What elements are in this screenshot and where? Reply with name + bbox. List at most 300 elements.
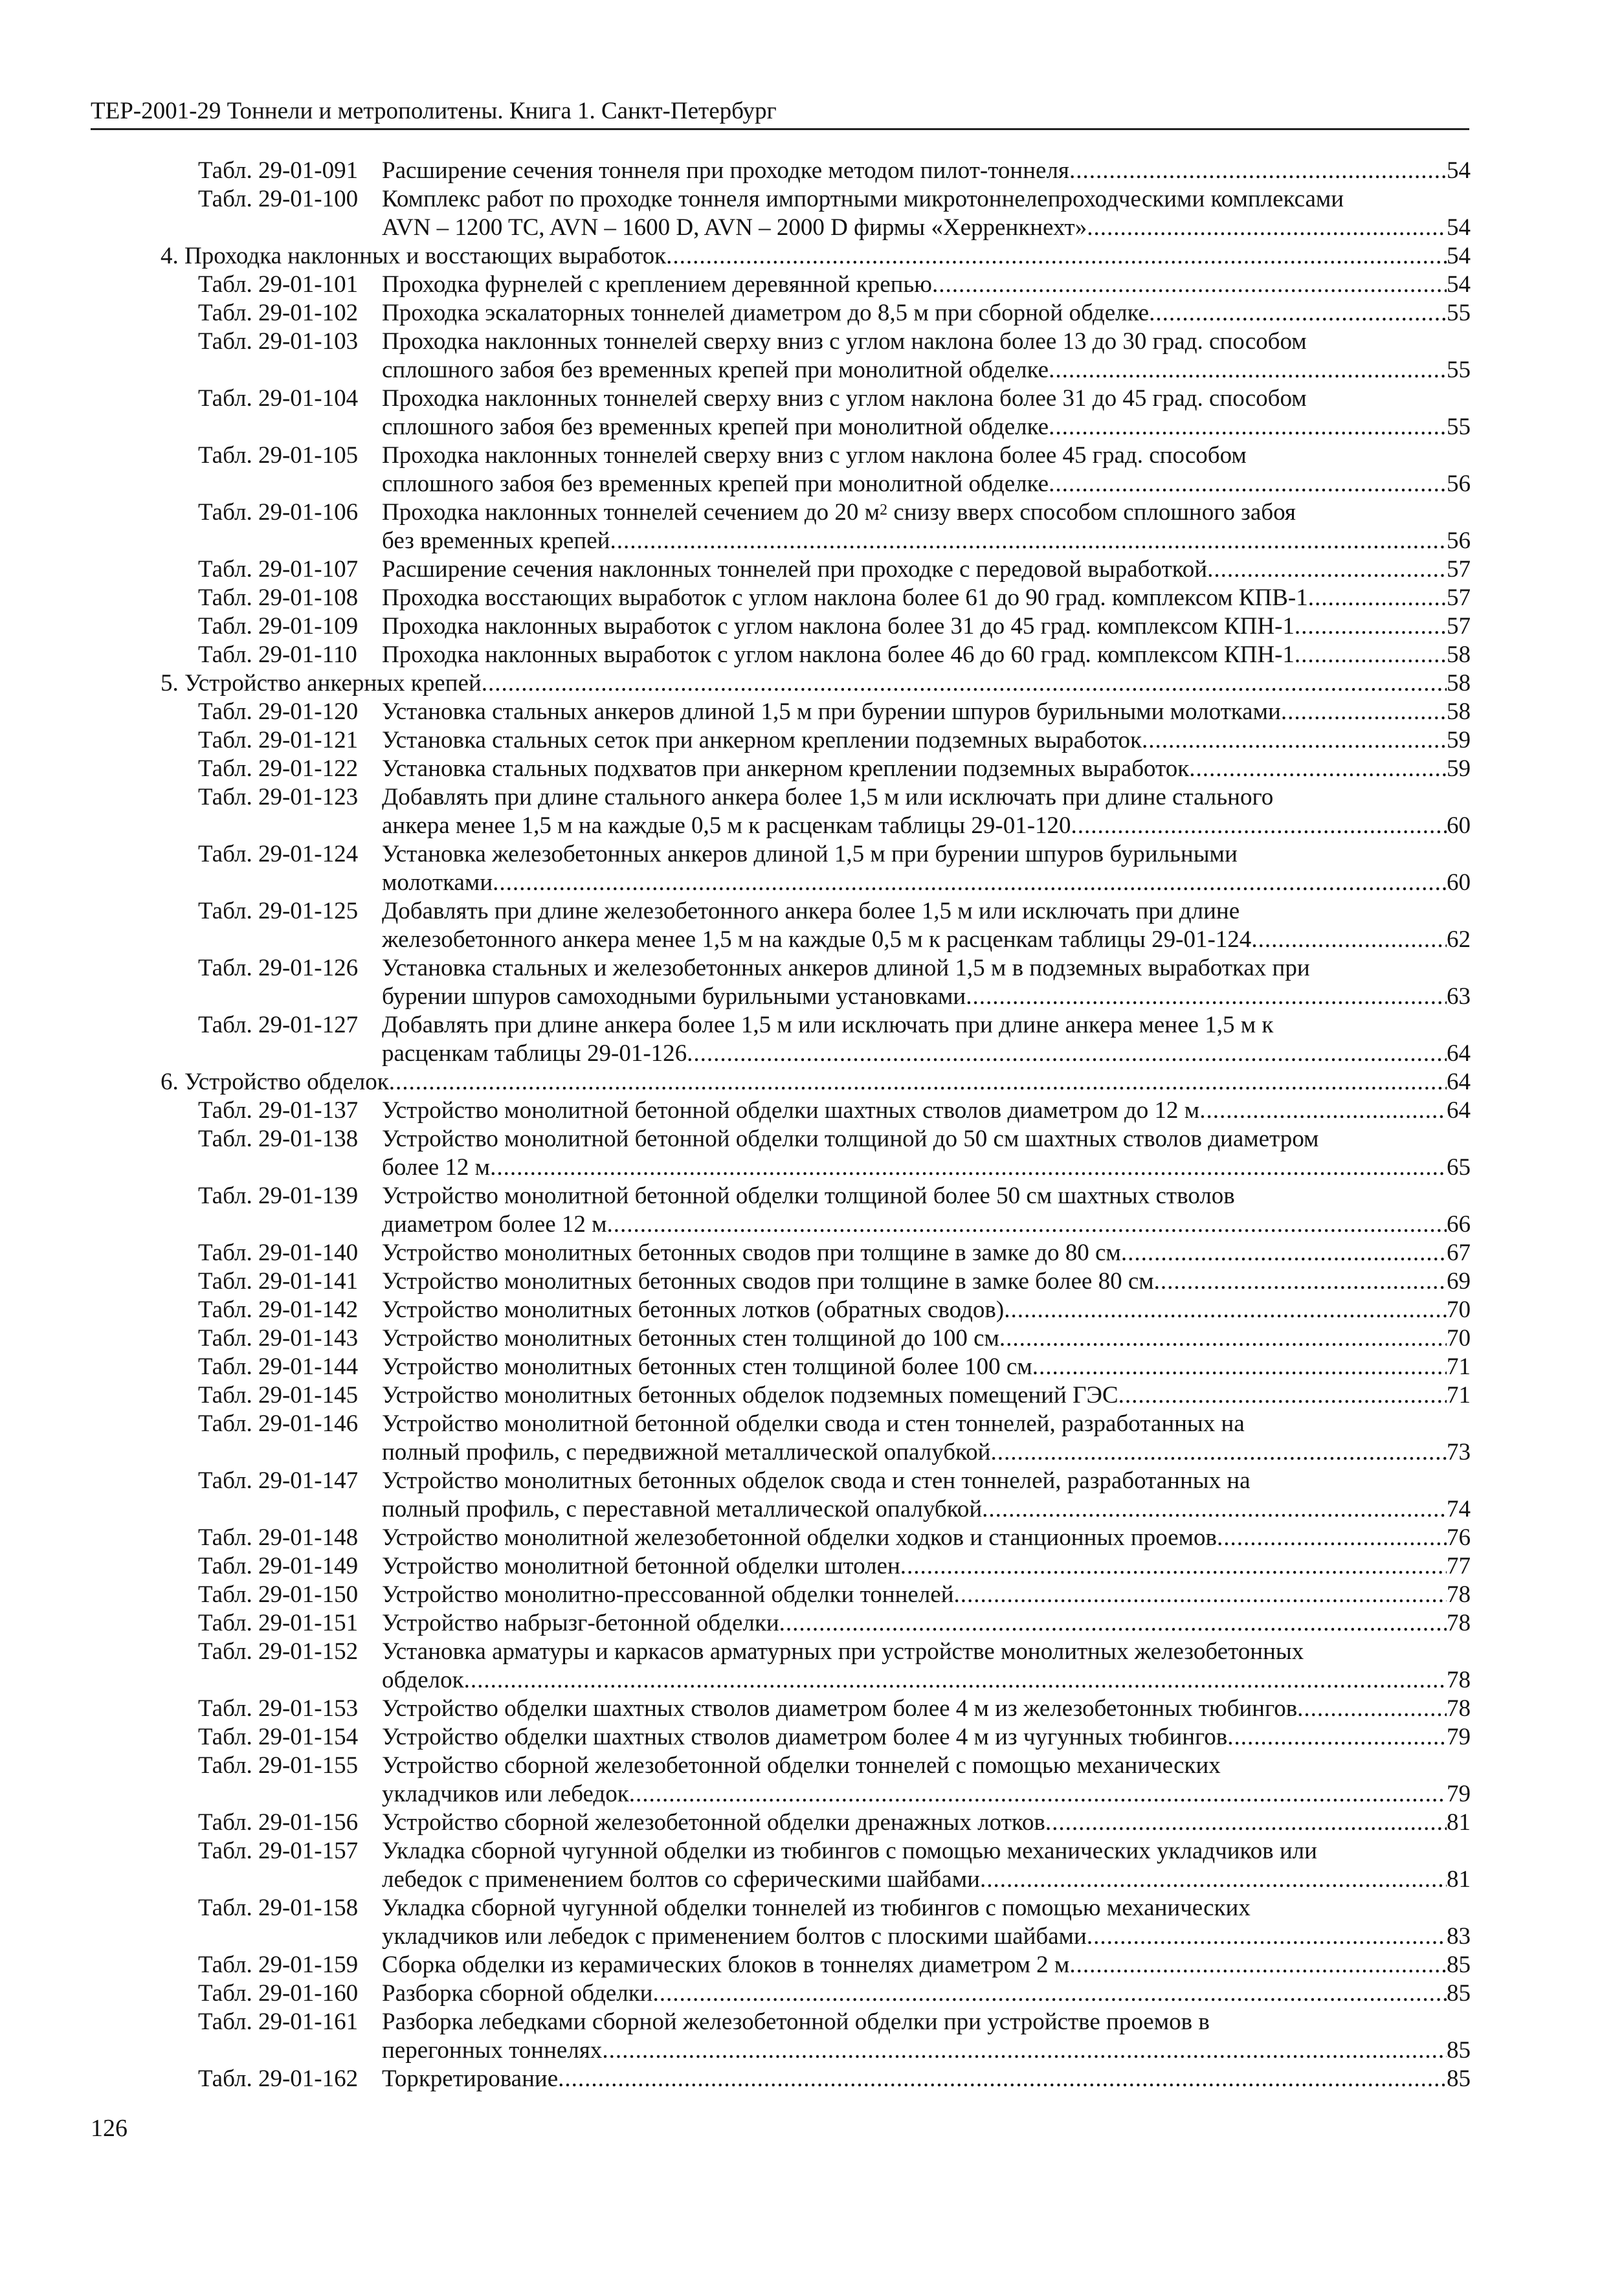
toc-section — [91, 669, 1471, 698]
toc-leader-line — [382, 1153, 1471, 1182]
table-of-contents — [91, 157, 1471, 2093]
toc-line: Установка стальных подхватов при анкерном креплении подземных выработок — [382, 755, 1190, 782]
toc-entry-text — [382, 1552, 1471, 1581]
toc-entry-code: Табл. 29-01-125 — [198, 898, 359, 924]
toc-line: Устройство монолитно-прессованной обделки тоннелей — [382, 1581, 954, 1608]
toc-leader-line — [382, 470, 1471, 498]
toc-entry-code: Табл. 29-01-143 — [198, 1325, 359, 1352]
toc-entry — [91, 498, 1471, 555]
dot-leader — [966, 983, 1447, 1011]
toc-entry-code: Табл. 29-01-147 — [198, 1467, 359, 1494]
toc-page-ref: 56 — [1447, 471, 1471, 497]
toc-page-ref: 81 — [1447, 1809, 1471, 1836]
toc-leader-line — [382, 1495, 1471, 1524]
toc-line: Добавлять при длине стального анкера более 1,5 м или исключать при длине стального — [382, 784, 1274, 810]
toc-entry-text — [382, 1723, 1471, 1752]
toc-leader-line — [382, 869, 1471, 897]
toc-entry-text — [382, 698, 1471, 726]
toc-entry-text — [382, 1467, 1471, 1524]
dot-leader — [1142, 726, 1447, 755]
toc-entry-code: Табл. 29-01-160 — [198, 1980, 359, 2007]
toc-leader-line — [382, 1552, 1471, 1581]
toc-entry-text — [382, 328, 1471, 384]
toc-entry-text — [382, 584, 1471, 612]
toc-entry-text — [382, 1581, 1471, 1609]
toc-entry-text — [382, 954, 1471, 1011]
toc-entry-code: Табл. 29-01-145 — [198, 1382, 359, 1409]
toc-leader-line — [382, 413, 1471, 441]
toc-line: Устройство монолитной бетонной обделки толщиной до 50 см шахтных стволов диаметром — [382, 1126, 1319, 1152]
toc-entry-text — [382, 1609, 1471, 1638]
toc-line: расценкам таблицы 29-01-126 — [382, 1040, 687, 1067]
toc-page-ref: 71 — [1447, 1382, 1471, 1409]
toc-entry-code: Табл. 29-01-126 — [198, 955, 359, 981]
toc-page-ref: 56 — [1447, 528, 1471, 554]
toc-entry-code: Табл. 29-01-140 — [198, 1240, 359, 1266]
dot-leader — [1189, 755, 1447, 783]
toc-entry-text — [382, 1097, 1471, 1125]
dot-leader — [1295, 612, 1447, 641]
toc-line: Устройство монолитной бетонной обделки свода и стен тоннелей, разработанных на — [382, 1410, 1245, 1437]
toc-page-ref: 78 — [1447, 1695, 1471, 1722]
toc-page-ref: 62 — [1447, 926, 1471, 953]
dot-leader — [932, 271, 1447, 299]
toc-leader-line — [382, 271, 1471, 299]
toc-page-ref: 81 — [1447, 1866, 1471, 1893]
toc-entry-code: Табл. 29-01-102 — [198, 300, 359, 326]
toc-entry — [91, 157, 1471, 185]
toc-entry — [91, 1125, 1471, 1182]
toc-entry-text — [382, 1381, 1471, 1410]
dot-leader — [464, 1666, 1447, 1695]
toc-entry — [91, 1552, 1471, 1581]
toc-entry-code: Табл. 29-01-106 — [198, 499, 359, 526]
toc-entry-text — [382, 783, 1471, 840]
dot-leader — [980, 1865, 1447, 1894]
dot-leader — [1149, 299, 1447, 328]
toc-entry-text — [382, 1182, 1471, 1239]
toc-line: сплошного забоя без временных крепей при монолитной обделке — [382, 471, 1049, 497]
toc-leader-line — [161, 1068, 1471, 1097]
toc-line: Укладка сборной чугунной обделки тоннелей из тюбингов с помощью механических — [382, 1895, 1251, 1921]
toc-line: сплошного забоя без временных крепей при монолитной обделке — [382, 357, 1049, 383]
toc-leader-line — [382, 1324, 1471, 1353]
toc-leader-line — [382, 1097, 1471, 1125]
toc-entry-code: Табл. 29-01-151 — [198, 1610, 359, 1636]
toc-page-ref: 64 — [1447, 1097, 1471, 1124]
toc-page-ref: 59 — [1447, 755, 1471, 782]
toc-entry-code: Табл. 29-01-121 — [198, 727, 359, 753]
toc-entry — [91, 1410, 1471, 1467]
toc-line: Устройство обделки шахтных стволов диаметром более 4 м из чугунных тюбингов — [382, 1724, 1228, 1750]
toc-page-ref: 54 — [1447, 243, 1471, 269]
toc-page-ref: 71 — [1447, 1353, 1471, 1380]
toc-line: Устройство монолитной бетонной обделки шахтных стволов диаметром до 12 м — [382, 1097, 1200, 1124]
toc-entry — [91, 755, 1471, 783]
dot-leader — [1069, 1951, 1447, 1979]
toc-line: лебедок с применением болтов со сферическими шайбами — [382, 1866, 980, 1893]
toc-leader-line — [382, 2036, 1471, 2065]
toc-entry-text — [382, 1951, 1471, 1979]
toc-line: Проходка эскалаторных тоннелей диаметром до 8,5 м при сборной обделке — [382, 300, 1150, 326]
toc-line: Устройство монолитных бетонных обделок подземных помещений ГЭС — [382, 1382, 1118, 1409]
toc-leader-line — [382, 1809, 1471, 1837]
dot-leader — [1004, 1296, 1447, 1324]
toc-entry-text — [382, 897, 1471, 954]
toc-entry — [91, 1353, 1471, 1381]
toc-entry — [91, 840, 1471, 897]
dot-leader — [1199, 1097, 1447, 1125]
dot-leader — [1049, 470, 1447, 498]
toc-line: бурении шпуров самоходными бурильными установками — [382, 983, 966, 1010]
toc-leader-line — [161, 242, 1471, 271]
toc-entry-code: Табл. 29-01-101 — [198, 271, 359, 298]
toc-line: Расширение сечения наклонных тоннелей при проходке с передовой выработкой — [382, 556, 1208, 583]
toc-line: Устройство монолитных бетонных сводов при толщине в замке более 80 см — [382, 1268, 1154, 1295]
toc-entry — [91, 1837, 1471, 1894]
toc-line: Комплекс работ по проходке тоннеля импортными микротоннелепроходческими комплексами — [382, 186, 1344, 212]
toc-leader-line — [382, 1296, 1471, 1324]
header-rule — [91, 128, 1469, 130]
toc-line: Устройство монолитных бетонных стен толщиной более 100 см — [382, 1353, 1032, 1380]
dot-leader — [1281, 698, 1447, 726]
toc-page-ref: 78 — [1447, 1581, 1471, 1608]
toc-page-ref: 57 — [1447, 585, 1471, 611]
toc-leader-line — [382, 926, 1471, 954]
toc-leader-line — [382, 755, 1471, 783]
toc-line: 6. Устройство обделок — [161, 1069, 389, 1095]
toc-line: Добавлять при длине анкера более 1,5 м или исключать при длине анкера менее 1,5 м к — [382, 1012, 1274, 1038]
toc-leader-line — [382, 641, 1471, 669]
toc-line: Устройство сборной железобетонной обделки дренажных лотков — [382, 1809, 1045, 1836]
toc-line: Укладка сборной чугунной обделки из тюбингов с помощью механических укладчиков или — [382, 1838, 1317, 1864]
toc-line: укладчиков или лебедок — [382, 1781, 629, 1807]
dot-leader — [1087, 1922, 1447, 1951]
toc-leader-line — [382, 1609, 1471, 1638]
dot-leader — [1032, 1353, 1447, 1381]
toc-page-ref: 67 — [1447, 1240, 1471, 1266]
toc-line: Проходка наклонных тоннелей сверху вниз с углом наклона более 31 до 45 град. способом — [382, 385, 1307, 412]
toc-line: Устройство сборной железобетонной обделки тоннелей с помощью механических — [382, 1752, 1221, 1779]
toc-entry-code: Табл. 29-01-124 — [198, 841, 359, 867]
toc-entry — [91, 726, 1471, 755]
toc-leader-line — [382, 726, 1471, 755]
toc-page-ref: 65 — [1447, 1154, 1471, 1181]
toc-entry-code: Табл. 29-01-155 — [198, 1752, 359, 1779]
toc-leader-line — [382, 356, 1471, 384]
toc-page-ref: 55 — [1447, 300, 1471, 326]
toc-leader-line — [382, 1723, 1471, 1752]
dot-leader — [1154, 1267, 1447, 1296]
toc-entry-text — [161, 242, 1471, 271]
toc-entry-code: Табл. 29-01-127 — [198, 1012, 359, 1038]
toc-leader-line — [382, 1666, 1471, 1695]
toc-entry-code: Табл. 29-01-152 — [198, 1638, 359, 1665]
toc-line: полный профиль, с переставной металлической опалубкой — [382, 1496, 983, 1522]
toc-page-ref: 57 — [1447, 556, 1471, 583]
toc-line: Устройство монолитной железобетонной обделки ходков и станционных проемов — [382, 1524, 1217, 1551]
toc-leader-line — [382, 1780, 1471, 1809]
toc-line: обделок — [382, 1667, 464, 1693]
toc-entry-code: Табл. 29-01-107 — [198, 556, 359, 583]
toc-entry — [91, 1609, 1471, 1638]
toc-page-ref: 70 — [1447, 1325, 1471, 1352]
toc-entry-text — [161, 669, 1471, 698]
toc-line: Установка железобетонных анкеров длиной 1,5 м при бурении шпуров бурильными — [382, 841, 1238, 867]
toc-entry — [91, 299, 1471, 328]
toc-line: Проходка наклонных тоннелей сечением до 20 $м^2$ снизу вверх способом сплошного забоя — [382, 499, 1296, 526]
dot-leader — [900, 1552, 1447, 1581]
toc-entry — [91, 1809, 1471, 1837]
toc-entry-code: Табл. 29-01-162 — [198, 2066, 359, 2092]
toc-page-ref: 54 — [1447, 157, 1471, 184]
toc-entry-code: Табл. 29-01-144 — [198, 1353, 359, 1380]
toc-section — [91, 242, 1471, 271]
toc-page-ref: 54 — [1447, 214, 1471, 241]
toc-line: укладчиков или лебедок с применением болтов с плоскими шайбами — [382, 1923, 1087, 1950]
dot-leader — [602, 2036, 1447, 2065]
dot-leader — [1045, 1809, 1447, 1837]
toc-entry-text — [382, 612, 1471, 641]
toc-line: 5. Устройство анкерных крепей — [161, 670, 482, 696]
toc-entry — [91, 185, 1471, 242]
dot-leader — [982, 1495, 1447, 1524]
toc-line: Установка арматуры и каркасов арматурных при устройстве монолитных железобетонных — [382, 1638, 1304, 1665]
toc-line: Установка стальных и железобетонных анкеров длиной 1,5 м в подземных выработках при — [382, 955, 1310, 981]
toc-page-ref: 60 — [1447, 812, 1471, 839]
toc-leader-line — [382, 1695, 1471, 1723]
toc-line: Установка стальных сеток при анкерном креплении подземных выработок — [382, 727, 1142, 753]
dot-leader — [558, 2065, 1447, 2093]
toc-entry — [91, 328, 1471, 384]
dot-leader — [999, 1324, 1447, 1353]
toc-entry — [91, 271, 1471, 299]
toc-entry-text — [382, 2065, 1471, 2093]
toc-entry-text — [382, 1979, 1471, 2008]
dot-leader — [1087, 214, 1447, 242]
toc-leader-line — [382, 1267, 1471, 1296]
dot-leader — [1069, 157, 1447, 185]
toc-page-ref: 55 — [1447, 414, 1471, 440]
toc-entry — [91, 1723, 1471, 1752]
toc-entry-code: Табл. 29-01-141 — [198, 1268, 359, 1295]
dot-leader — [607, 1210, 1447, 1239]
toc-entry-text — [382, 1324, 1471, 1353]
toc-line: Проходка фурнелей с креплением деревянной крепью — [382, 271, 932, 298]
toc-leader-line — [382, 612, 1471, 641]
toc-leader-line — [161, 669, 1471, 698]
toc-line: сплошного забоя без временных крепей при монолитной обделке — [382, 414, 1049, 440]
toc-page-ref: 58 — [1447, 641, 1471, 668]
toc-page-ref: 78 — [1447, 1667, 1471, 1693]
toc-line: железобетонного анкера менее 1,5 м на каждые 0,5 м к расценкам таблицы 29-01-124 — [382, 926, 1252, 953]
dot-leader — [610, 527, 1447, 555]
toc-entry-code: Табл. 29-01-148 — [198, 1524, 359, 1551]
toc-entry — [91, 1239, 1471, 1267]
toc-page-ref: 79 — [1447, 1781, 1471, 1807]
toc-entry-code: Табл. 29-01-110 — [198, 641, 357, 668]
toc-page-ref: 57 — [1447, 613, 1471, 640]
toc-line: Сборка обделки из керамических блоков в тоннелях диаметром 2 м — [382, 1952, 1070, 1978]
toc-page-ref: 85 — [1447, 1952, 1471, 1978]
toc-page-ref: 58 — [1447, 670, 1471, 696]
toc-entry-code: Табл. 29-01-146 — [198, 1410, 359, 1437]
toc-entry — [91, 584, 1471, 612]
toc-entry — [91, 441, 1471, 498]
toc-page-ref: 85 — [1447, 2066, 1471, 2092]
toc-leader-line — [382, 1581, 1471, 1609]
toc-page-ref: 58 — [1447, 698, 1471, 725]
running-header: ТЕР-2001-29 Тоннели и метрополитены. Книга 1. Санкт-Петербург — [91, 98, 777, 124]
toc-entry — [91, 1979, 1471, 2008]
toc-entry — [91, 1524, 1471, 1552]
toc-entry-text — [382, 185, 1471, 242]
toc-page-ref: 63 — [1447, 983, 1471, 1010]
toc-line: Устройство обделки шахтных стволов диаметром более 4 м из железобетонных тюбингов — [382, 1695, 1298, 1722]
toc-line: Устройство монолитных бетонных сводов при толщине в замке до 80 см — [382, 1240, 1121, 1266]
toc-entry — [91, 384, 1471, 441]
toc-page-ref: 73 — [1447, 1439, 1471, 1465]
toc-line: Проходка наклонных выработок с углом наклона более 31 до 45 град. комплексом КПН-1 — [382, 613, 1295, 640]
toc-page-ref: 69 — [1447, 1268, 1471, 1295]
toc-entry-text — [382, 2008, 1471, 2065]
toc-line: Проходка восстающих выработок с углом наклона более 61 до 90 град. комплексом КПВ-1 — [382, 585, 1308, 611]
dot-leader — [954, 1581, 1447, 1609]
toc-entry — [91, 1894, 1471, 1951]
toc-leader-line — [382, 1524, 1471, 1552]
toc-entry — [91, 698, 1471, 726]
toc-leader-line — [382, 1040, 1471, 1068]
toc-entry-code: Табл. 29-01-104 — [198, 385, 359, 412]
toc-line: более 12 м — [382, 1154, 491, 1181]
toc-entry-code: Табл. 29-01-108 — [198, 585, 359, 611]
toc-entry-code: Табл. 29-01-109 — [198, 613, 359, 640]
toc-entry-text — [382, 498, 1471, 555]
toc-leader-line — [382, 157, 1471, 185]
toc-line: Устройство монолитной бетонной обделки штолен — [382, 1553, 900, 1579]
toc-entry — [91, 612, 1471, 641]
toc-entry-code: Табл. 29-01-150 — [198, 1581, 359, 1608]
toc-entry-code: Табл. 29-01-091 — [198, 157, 359, 184]
toc-entry — [91, 1267, 1471, 1296]
toc-entry — [91, 1182, 1471, 1239]
toc-entry — [91, 641, 1471, 669]
toc-page-ref: 60 — [1447, 869, 1471, 896]
dot-leader — [779, 1609, 1447, 1638]
toc-page-ref: 77 — [1447, 1553, 1471, 1579]
dot-leader — [1071, 812, 1447, 840]
toc-entry-text — [382, 299, 1471, 328]
toc-entry — [91, 897, 1471, 954]
toc-entry — [91, 1324, 1471, 1353]
dot-leader — [482, 669, 1447, 698]
toc-page-ref: 79 — [1447, 1724, 1471, 1750]
toc-line: 4. Проходка наклонных и восстающих выработок — [161, 243, 667, 269]
dot-leader — [652, 1979, 1447, 2008]
dot-leader — [389, 1068, 1447, 1097]
toc-entry — [91, 1011, 1471, 1068]
toc-entry-text — [382, 1353, 1471, 1381]
toc-entry-text — [382, 1638, 1471, 1695]
page-number: 126 — [91, 2115, 128, 2142]
toc-entry — [91, 1381, 1471, 1410]
toc-page-ref: 64 — [1447, 1040, 1471, 1067]
toc-entry — [91, 2008, 1471, 2065]
toc-entry-code: Табл. 29-01-138 — [198, 1126, 359, 1152]
toc-page-ref: 74 — [1447, 1496, 1471, 1522]
toc-entry-text — [382, 157, 1471, 185]
toc-entry-text — [382, 1410, 1471, 1467]
dot-leader — [1217, 1524, 1447, 1552]
toc-page-ref: 66 — [1447, 1211, 1471, 1238]
toc-leader-line — [382, 527, 1471, 555]
dot-leader — [1227, 1723, 1447, 1752]
toc-line: диаметром более 12 м — [382, 1211, 607, 1238]
dot-leader — [1118, 1381, 1447, 1410]
toc-line: Проходка наклонных тоннелей сверху вниз с углом наклона более 13 до 30 град. способом — [382, 328, 1307, 355]
toc-line: Устройство набрызг-бетонной обделки — [382, 1610, 779, 1636]
toc-entry — [91, 1695, 1471, 1723]
toc-section — [91, 1068, 1471, 1097]
toc-entry — [91, 2065, 1471, 2093]
toc-entry-code: Табл. 29-01-156 — [198, 1809, 359, 1836]
toc-page-ref: 64 — [1447, 1069, 1471, 1095]
toc-entry-text — [382, 755, 1471, 783]
toc-line: Устройство монолитной бетонной обделки толщиной более 50 см шахтных стволов — [382, 1183, 1235, 1209]
toc-entry-text — [161, 1068, 1471, 1097]
dot-leader — [687, 1040, 1447, 1068]
toc-entry-code: Табл. 29-01-142 — [198, 1297, 359, 1323]
toc-entry-text — [382, 1752, 1471, 1809]
toc-page-ref: 85 — [1447, 2037, 1471, 2064]
toc-entry-code: Табл. 29-01-159 — [198, 1952, 359, 1978]
toc-entry-text — [382, 1837, 1471, 1894]
toc-entry-code: Табл. 29-01-122 — [198, 755, 359, 782]
toc-entry-code: Табл. 29-01-137 — [198, 1097, 359, 1124]
toc-entry — [91, 783, 1471, 840]
toc-line: Установка стальных анкеров длиной 1,5 м при бурении шпуров бурильными молотками — [382, 698, 1281, 725]
toc-entry-text — [382, 726, 1471, 755]
toc-line: молотками — [382, 869, 493, 896]
dot-leader — [490, 1153, 1447, 1182]
toc-leader-line — [382, 299, 1471, 328]
toc-entry-code: Табл. 29-01-149 — [198, 1553, 359, 1579]
toc-page-ref: 59 — [1447, 727, 1471, 753]
toc-entry — [91, 555, 1471, 584]
toc-leader-line — [382, 1979, 1471, 2008]
toc-entry-text — [382, 840, 1471, 897]
toc-line: без временных крепей — [382, 528, 610, 554]
dot-leader — [1121, 1239, 1447, 1267]
dot-leader — [1049, 413, 1447, 441]
toc-entry-code: Табл. 29-01-154 — [198, 1724, 359, 1750]
toc-leader-line — [382, 555, 1471, 584]
toc-entry-code: Табл. 29-01-139 — [198, 1183, 359, 1209]
toc-entry-text — [382, 1125, 1471, 1182]
toc-leader-line — [382, 1353, 1471, 1381]
toc-entry-text — [382, 1296, 1471, 1324]
toc-entry — [91, 1097, 1471, 1125]
toc-line: Проходка наклонных тоннелей сверху вниз с углом наклона более 45 град. способом — [382, 442, 1247, 469]
toc-page-ref: 55 — [1447, 357, 1471, 383]
toc-entry — [91, 1638, 1471, 1695]
toc-leader-line — [382, 698, 1471, 726]
dot-leader — [1049, 356, 1447, 384]
toc-entry — [91, 954, 1471, 1011]
toc-entry-code: Табл. 29-01-100 — [198, 186, 359, 212]
toc-line: AVN – 1200 TC, AVN – 1600 D, AVN – 2000 D фирмы «Херренкнехт» — [382, 214, 1087, 241]
toc-entry — [91, 1951, 1471, 1979]
